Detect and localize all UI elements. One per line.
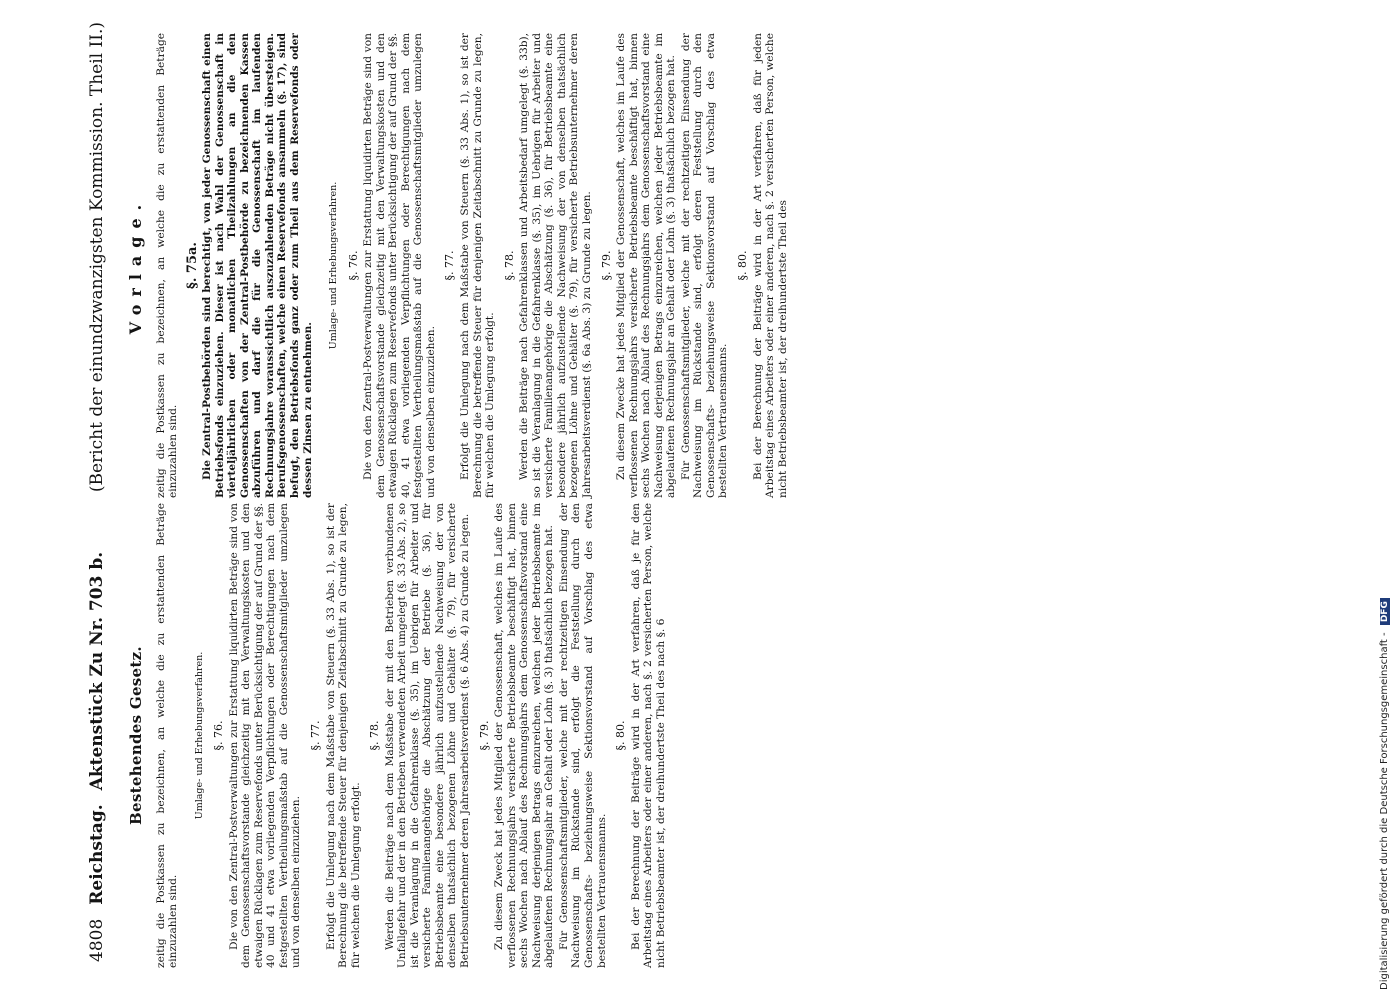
header-title: Reichstag.	[87, 804, 107, 905]
paragraph: zeitig die Postkassen zu bezeichnen, an welche die zu erstattenden Beträge einzuzahlen sind.	[154, 33, 180, 498]
paragraph: Die Zentral-Postbehörden sind berechtigt, von jeder Genossenschaft einen Betriebsfonds einzuziehen. Dieser ist nach Wahl der Genossenschaft in vierteljährlichen oder monatlichen Theilzahlungen an die den Genossenschaften von der Zentral-Postbehörde zu bezeichnenden Kassen abzuführen und darf die für die Genossenschaft im laufenden Rechnungsjahre voraussichtlich auszuzahlenden Beträge nicht übersteigen. Berufsgenossenschaften, welche einen Reservefonds ansammeln (§. 17), sind befugt, den Betriebsfonds ganz oder zum Theil aus dem Reservefonds oder dessen Zinsen zu entnehmen.	[201, 33, 314, 498]
column-title: Vorlage.	[126, 196, 145, 335]
paragraph-number: §. 79.	[599, 250, 613, 281]
rotated-content	[80, 20, 1360, 980]
paragraph: Zu diesem Zweck hat jedes Mitglied der Genossenschaft, welches im Laufe des verflossenen Rechnungsjahrs versicherte Betriebsbeamte beschäftigt hat, binnen sechs Wochen nach Ablauf des Rechnungsjahrs dem Genossenschaftsvorstand eine Nachweisung derjenigen Betrags einzureichen, welchen jeder Betriebsbeamte im abgelaufenen Rechnungsjahr an Gehalt oder Lohn (§. 3) thatsächlich bezogen hat.	[493, 503, 556, 968]
paragraph: Die von den Zentral-Postverwaltungen zur Erstattung liquidirten Beträge sind von dem Genossenschaftsvorstande gleichzeitig mit den Verwaltungskosten und den etwaigen Rücklagen zum Reservefonds unter Berücksichtigung der auf Grund der §§. 40 und 41 etwa vorliegenden Verpflichtungen oder Berechtigungen nach dem festgestellten Vertheilungsmaßstab auf die Genossenschaftsmitglieder umzulegen und von denselben einzuziehen.	[227, 503, 303, 968]
section-heading: Umlage- und Erhebungsverfahren.	[328, 181, 340, 350]
header-report: (Bericht der einundzwanzigsten Kommission. Theil II.)	[87, 22, 107, 493]
digitization-credit	[1379, 10, 1390, 990]
paragraph-number: §. 75a.	[184, 242, 200, 289]
paragraph: Die von den Zentral-Postverwaltungen zur Erstattung liquidirten Beträge sind von dem Genossenschaftsvorstande gleichzeitig mit den Verwaltungskosten und den etwaigen Rücklagen zum Reservefonds unter Berücksichtigung der auf Grund der §§. 40, 41 etwa vorliegenden Verpflichtungen oder Berechtigungen nach dem festgestellten Vertheilungsmaßstab auf die Genossenschaftsmitglieder umzulegen und von denselben einzuziehen.	[362, 33, 437, 498]
paragraph-number: §. 76.	[212, 720, 226, 751]
column-existing-law	[120, 503, 669, 968]
dfg-logo: DFG	[1380, 598, 1390, 625]
paragraph-number: §. 77.	[443, 250, 457, 281]
paragraph: Für Genossenschaftsmitglieder, welche mit der rechtzeitigen Einsendung der Nachweisung im Rückstande sind, erfolgt die Feststellung durch den Genossenschafts- beziehungsweise Sektionsvorstand auf Vorschlag des etwa bestellten Vertrauensmanns.	[557, 503, 608, 968]
paragraph-number: §. 78.	[502, 250, 516, 281]
paragraph-number: §. 77.	[309, 720, 323, 751]
paragraph: Zu diesem Zwecke hat jedes Mitglied der Genossenschaft, welches im Laufe des verflossenen Rechnungsjahrs versicherte Betriebsbeamte beschäftigt hat, binnen sechs Wochen nach Ablauf des Rechnungsjahrs dem Genossenschaftsvorstand eine Nachweisung derjenigen Betrags einzureichen, welchen jeder Betriebsbeamte im abgelaufenen Rechnungsjahr an Gehalt oder Lohn (§. 3) thatsächlich bezogen hat.	[615, 33, 678, 498]
paragraph: Erfolgt die Umlegung nach dem Maßstabe von Steuern (§. 33 Abs. 1), so ist der Berechnung die betreffende Steuer für denjenigen Zeitabschnitt zu Grunde zu legen, für welchen die Umlegung erfolgt.	[459, 33, 497, 498]
paragraph-number: §. 78.	[368, 720, 382, 751]
paragraph-number: §. 76.	[346, 250, 360, 281]
paragraph: Bei der Berechnung der Beiträge wird in der Art verfahren, daß für jeden Arbeitstag eines Arbeiters oder einer anderen, nach §. 2 versicherten Person, welche nicht Betriebsbeamter ist, der dreihundertste Theil des	[751, 33, 789, 498]
paragraph: Werden die Beiträge nach dem Maßstabe der mit den Betrieben verbundenen Unfallgefahr und der in den Betrieben verwendeten Arbeit umgelegt (§. 33 Abs. 2), so ist die Veranlagung in die Gefahrenklasse (§. 35), im Uebrigen für Arbeiter und versicherte Familienangehörige die Abschätzung der Betriebe (§. 36), für Betriebsbeamte eine besondere jährlich aufzustellende Nachweisung der von denselben thatsächlich bezogenen Löhne und Gehälter (§. 79), für versicherte Betriebsunternehmer deren Jahresarbeitsverdienst (§. 6 Abs. 4) zu Grunde zu legen.	[383, 503, 472, 968]
section-heading: Umlage- und Erhebungsverfahren.	[193, 651, 205, 820]
digitization-sidebar	[1379, 0, 1393, 1000]
paragraph: Erfolgt die Umlegung nach dem Maßstabe von Steuern (§. 33 Abs. 1), so ist der Berechnung die betreffende Steuer für denjenigen Zeitabschnitt zu Grunde zu legen, für welchen die Umlegung erfolgt.	[324, 503, 362, 968]
paragraph: zeitig die Postkassen zu bezeichnen, an welche die zu erstattenden Beträge einzuzahlen sind.	[154, 503, 180, 968]
column-proposal	[120, 33, 791, 498]
page-header	[80, 22, 114, 962]
paragraph: Bei der Berechnung der Beiträge wird in der Art verfahren, daß je für den Arbeitstag eines Arbeiters oder einer anderen, nach §. 2 versicherten Person, welche nicht Betriebsbeamter ist, der dreihundertste Theil des nach §. 6	[629, 503, 667, 968]
credit-text: Digitalisierung gefördert durch die Deutsche Forschungsgemeinschaft -	[1379, 632, 1390, 990]
page-number: 4808	[87, 918, 107, 962]
header-subtitle: Aktenstück Zu Nr. 703 b.	[87, 551, 107, 791]
paragraph: Für Genossenschaftsmitglieder, welche mit der rechtzeitigen Einsendung der Nachweisung im Rückstande sind, erfolgt deren Feststellung durch den Genossenschafts- beziehungsweise Sektionsvorstand auf Vorschlag des etwa bestellten Vertrauensmanns.	[679, 33, 730, 498]
column-title: Bestehendes Gesetz.	[127, 646, 145, 825]
paragraph-number: §. 80.	[735, 250, 749, 281]
paragraph: Werden die Beiträge nach Gefahrenklassen und Arbeitsbedarf umgelegt (§. 33b), so ist die Veranlagung in die Gefahrenklasse (§. 35), im Uebrigen für Arbeiter und versicherte Familienangehörige die Abschätzung (§. 36), für Betriebsbeamte eine besondere jährlich aufzustellende Nachweisung der von denselben thatsächlich bezogenen Löhne und Gehälter (§. 79), für versicherte Betriebsunternehmer deren Jahresarbeitsverdienst (§. 6a Abs. 3) zu Grunde zu legen.	[518, 33, 593, 498]
paragraph-number: §. 79.	[477, 720, 491, 751]
paragraph-number: §. 80.	[614, 720, 628, 751]
